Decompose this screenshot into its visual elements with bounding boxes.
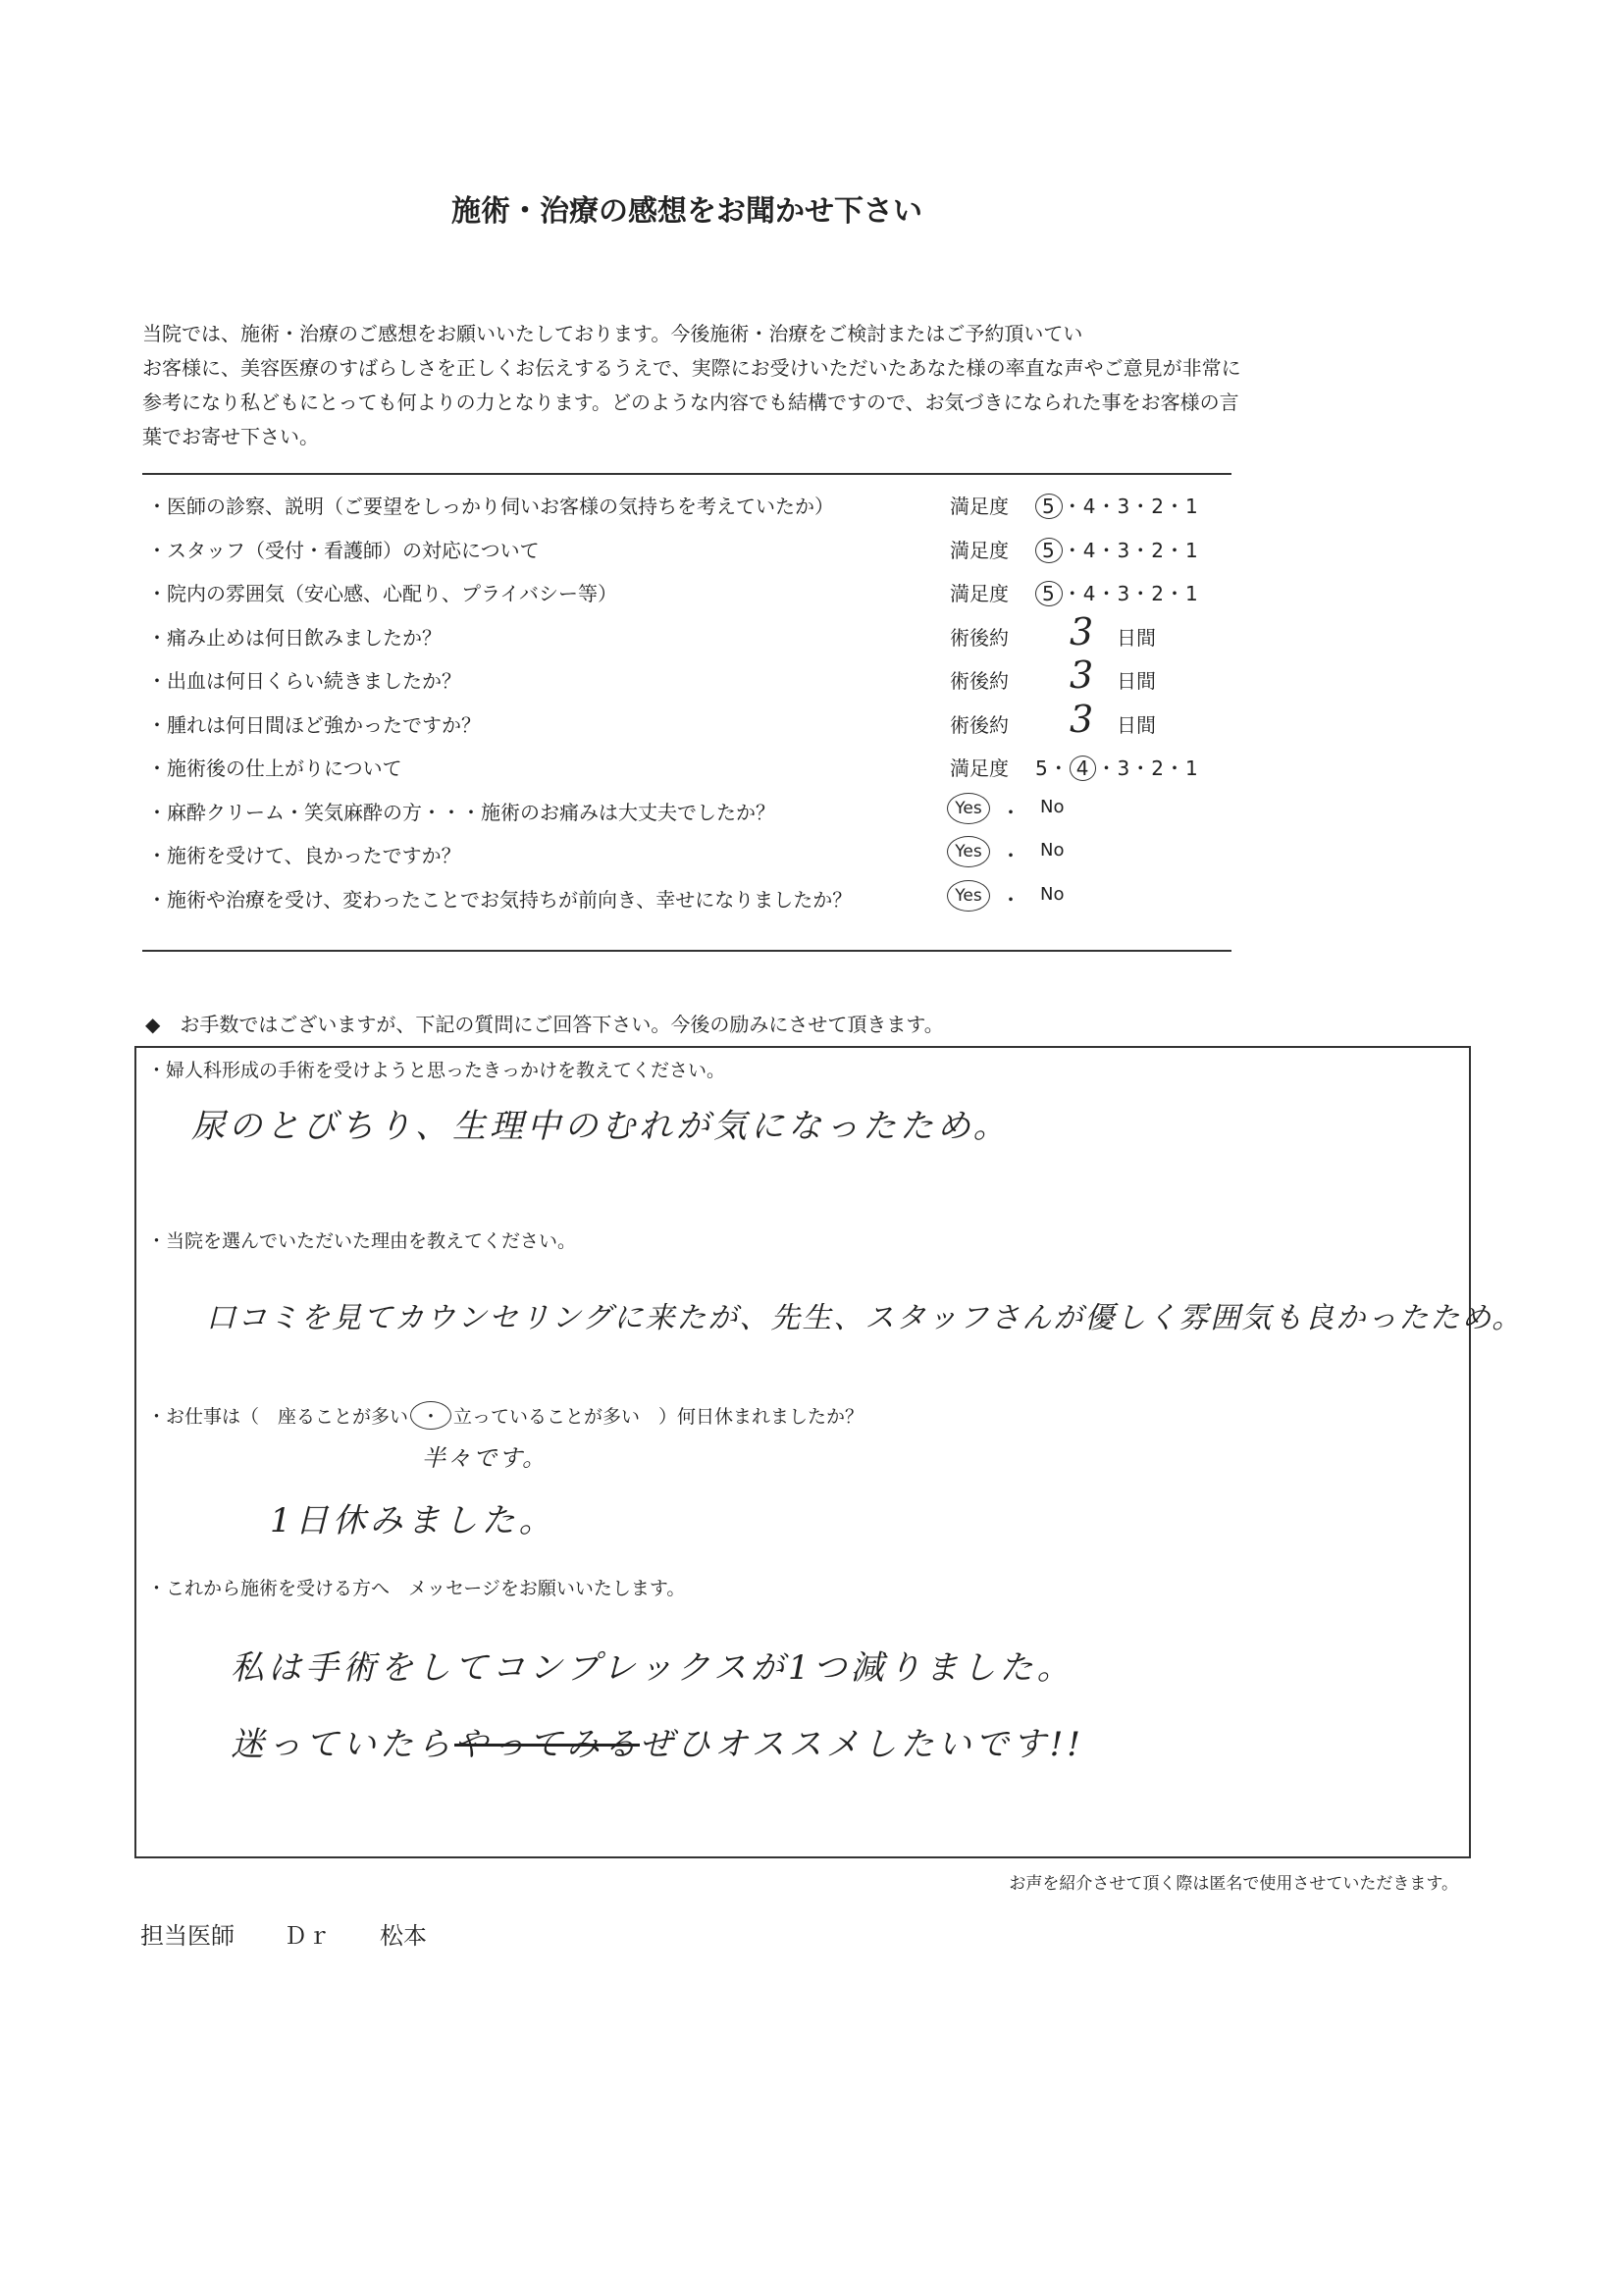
no-option[interactable]: No	[1040, 840, 1065, 861]
intro-text: 当院では、施術・治療のご感想をお願いいたしております。今後施術・治療をご検討またはご予約頂いてい お客様に、美容医療のすばらしさを正しくお伝えするうえで、実際にお受けいただいたあなた様の率直な声やご意見が非常に参考になり私どもにとっても何よりの力となります。どのような内容でも結構ですので、お気づきになられた事をお客様の言葉でお寄せ下さい。	[142, 322, 1241, 448]
rating-separator: ・	[1096, 495, 1118, 518]
days-unit: 日間	[1117, 669, 1156, 693]
yes-no-separator: ・	[1001, 844, 1021, 867]
answer-4-line2-pre: 迷っていたら	[231, 1725, 454, 1764]
rating-label: 満足度	[950, 495, 1009, 518]
rating-separator: ・	[1164, 582, 1185, 605]
rating-scale	[1035, 753, 1199, 781]
question-3-sep: ・	[421, 1406, 441, 1428]
yes-no-separator: ・	[1001, 887, 1021, 912]
rating-option[interactable]: 2	[1151, 495, 1165, 518]
rating-option[interactable]: 3	[1117, 495, 1131, 518]
days-value: 3	[1070, 697, 1094, 741]
answer-4-line2	[231, 1717, 1084, 1765]
rating-option[interactable]: 3	[1117, 757, 1131, 780]
question-4: ・これから施術を受ける方へ メッセージをお願いいたします。	[147, 1578, 686, 1599]
survey-question: ・スタッフ（受付・看護師）の対応について	[147, 538, 540, 562]
rating-option[interactable]: 4	[1070, 756, 1097, 781]
rating-option[interactable]: 3	[1117, 538, 1131, 562]
top-divider	[142, 473, 1231, 475]
rating-separator: ・	[1164, 495, 1185, 518]
rating-separator: ・	[1130, 538, 1152, 562]
survey-question: ・痛み止めは何日飲みましたか？	[147, 625, 442, 650]
yes-no-separator: ・	[1001, 800, 1021, 824]
rating-option[interactable]: 2	[1151, 538, 1165, 562]
days-value: 3	[1070, 653, 1094, 697]
rating-separator: ・	[1062, 538, 1083, 562]
days-value: 3	[1070, 609, 1094, 653]
rating-label: 満足度	[950, 757, 1009, 780]
rating-option[interactable]: 4	[1082, 582, 1097, 605]
rating-option[interactable]: 3	[1117, 582, 1131, 605]
days-label: 術後約	[950, 669, 1009, 693]
answer-3-note: 半々です。	[422, 1444, 549, 1472]
survey-question: ・院内の雰囲気（安心感、心配り、プライバシー等）	[147, 582, 617, 605]
yes-option[interactable]: Yes	[947, 880, 990, 912]
answer-4-line2-struck: やってみる	[454, 1725, 640, 1764]
rating-separator: ・	[1164, 538, 1185, 562]
rating-label: 満足度	[950, 538, 1009, 562]
rating-separator: ・	[1062, 495, 1083, 518]
survey-question: ・出血は何日くらい続きましたか？	[147, 669, 461, 693]
question-1: ・婦人科形成の手術を受けようと思ったきっかけを教えてください。	[147, 1060, 726, 1081]
rating-separator: ・	[1096, 582, 1118, 605]
rating-option[interactable]: 2	[1151, 757, 1165, 780]
survey-question: ・腫れは何日間ほど強かったですか？	[147, 712, 481, 737]
rating-option[interactable]: 1	[1184, 538, 1199, 562]
rating-separator: ・	[1096, 757, 1118, 780]
survey-question: ・麻酔クリーム・笑気麻酔の方・・・施術のお痛みは大丈夫でしたか？	[147, 800, 775, 824]
rating-option[interactable]: 5	[1035, 538, 1063, 563]
doctor-line	[140, 1916, 476, 1951]
rating-label: 満足度	[950, 582, 1009, 605]
rating-separator: ・	[1062, 582, 1083, 605]
rating-option[interactable]: 1	[1184, 757, 1199, 780]
rating-separator: ・	[1130, 757, 1152, 780]
survey-question: ・施術を受けて、良かったですか？	[147, 844, 461, 867]
answer-1: 尿のとびちり、生理中のむれが気になったため。	[191, 1107, 1011, 1146]
bottom-divider	[142, 950, 1231, 952]
questions-intro: ◆ お手数ではございますが、下記の質問にご回答下さい。今後の励みにさせて頂きます。	[145, 1013, 944, 1036]
rating-option[interactable]: 4	[1082, 538, 1097, 562]
rating-separator: ・	[1164, 757, 1185, 780]
rating-separator: ・	[1130, 582, 1152, 605]
days-unit: 日間	[1117, 712, 1156, 737]
answer-2: 口コミを見てカウンセリングに来たが、先生、スタッフさんが優しく雰囲気も良かったため。	[206, 1301, 1524, 1335]
doctor-label: 担当医師	[140, 1922, 235, 1950]
answer-4-line1: 私は手術をしてコンプレックスが1つ減りました。	[231, 1648, 1074, 1688]
survey-question: ・施術や治療を受け、変わったことでお気持ちが前向き、幸せになりましたか？	[147, 887, 853, 912]
rating-separator: ・	[1096, 538, 1118, 562]
rating-scale	[1035, 491, 1199, 519]
rating-option[interactable]: 5	[1035, 581, 1063, 606]
rating-separator: ・	[1048, 757, 1070, 780]
no-option[interactable]: No	[1040, 796, 1065, 817]
rating-option[interactable]: 5	[1035, 757, 1049, 780]
doctor-prefix: Ｄｒ	[284, 1922, 331, 1950]
page-title: 施術・治療の感想をお聞かせ下さい	[451, 194, 922, 229]
rating-option[interactable]: 1	[1184, 495, 1199, 518]
days-unit: 日間	[1117, 625, 1156, 650]
answer-3: 1日休みました。	[270, 1501, 556, 1540]
footer-note: お声を紹介させて頂く際は匿名で使用させていただきます。	[1009, 1874, 1458, 1894]
yes-option[interactable]: Yes	[947, 793, 990, 824]
question-2: ・当院を選んでいただいた理由を教えてください。	[147, 1230, 577, 1252]
days-label: 術後約	[950, 625, 1009, 650]
question-3-suffix: 立っていることが多い ）何日休まれましたか？	[453, 1406, 864, 1428]
rating-option[interactable]: 5	[1035, 494, 1063, 519]
rating-option[interactable]: 4	[1082, 495, 1097, 518]
days-label: 術後約	[950, 712, 1009, 737]
survey-question: ・医師の診察、説明（ご要望をしっかり伺いお客様の気持ちを考えていたか）	[147, 495, 834, 518]
survey-question: ・施術後の仕上がりについて	[147, 757, 402, 780]
rating-scale	[1035, 535, 1199, 563]
no-option[interactable]: No	[1040, 883, 1065, 905]
yes-option[interactable]: Yes	[947, 836, 990, 867]
question-3-prefix: ・お仕事は（ 座ることが多い	[147, 1406, 409, 1428]
rating-scale	[1035, 578, 1199, 606]
rating-option[interactable]: 2	[1151, 582, 1165, 605]
answer-4-line2-post: ぜひオススメしたいです!!	[639, 1725, 1084, 1764]
q3-selection-circle	[410, 1401, 451, 1430]
rating-separator: ・	[1130, 495, 1152, 518]
rating-option[interactable]: 1	[1184, 582, 1199, 605]
doctor-name: 松本	[380, 1922, 427, 1950]
question-3	[147, 1401, 864, 1430]
